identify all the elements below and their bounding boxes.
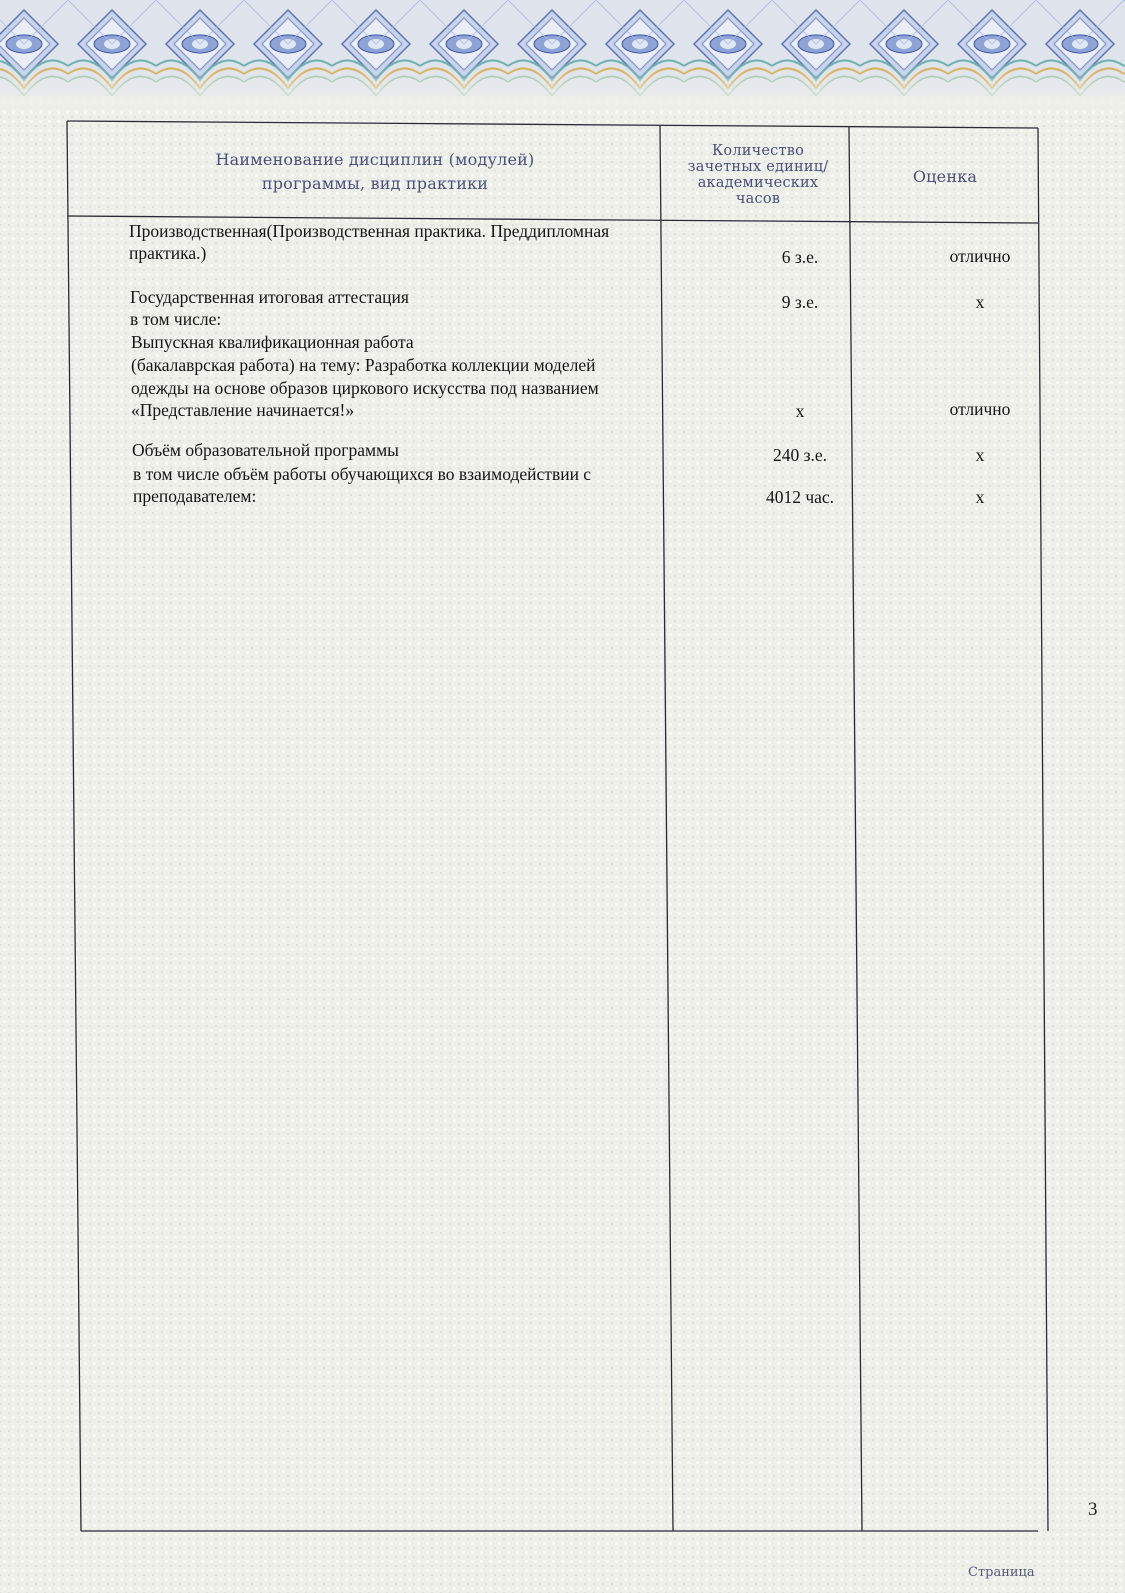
row-3-credits: x [795, 401, 805, 421]
row-5-name-line-1: в том числе объём работы обучающихся во взаимодействии с [133, 464, 592, 484]
row-3-name-line-2: (бакалаврская работа) на тему: Разработка коллекции моделей [131, 355, 596, 375]
header-credits-line-1: Количество [711, 143, 805, 159]
row-5-name-line-2: преподавателем: [133, 486, 257, 506]
row-5-credits: 4012 час. [765, 487, 835, 507]
page-number: 3 [1088, 1499, 1098, 1520]
header-name-line-2: программы, вид практики [261, 174, 489, 193]
row-4-grade: x [975, 445, 985, 465]
row-2-name-line-1: Государственная итоговая аттестация [130, 287, 409, 307]
row-3-grade: отлично [949, 399, 1011, 419]
row-2-name-line-2: в том числе: [130, 309, 222, 329]
row-3-name-line-1: Выпускная квалификационная работа [131, 332, 414, 352]
table-top-border [67, 121, 1038, 128]
row-2-grade: x [975, 292, 985, 312]
header-credits-line-3: академических [697, 175, 819, 191]
page-label: Страница [968, 1565, 1035, 1580]
row-1-grade: отлично [949, 246, 1011, 266]
row-3-name-line-4: «Представление начинается!» [131, 400, 355, 420]
table-right-border [1038, 128, 1048, 1531]
header-name-line-1: Наименование дисциплин (модулей) [215, 150, 535, 169]
table-left-border [67, 121, 81, 1531]
header-name [140, 150, 610, 194]
row-5-grade: x [975, 487, 985, 507]
header-credits-line-4: часов [735, 191, 781, 207]
row-1-credits: 6 з.е. [781, 247, 819, 267]
header-credits-line-2: зачетных единиц/ [687, 159, 829, 175]
header-credits [668, 143, 848, 207]
column-divider-1 [660, 126, 673, 1531]
header-grade: Оценка [912, 167, 978, 186]
row-1-name-line-2: практика.) [129, 243, 207, 263]
row-3-name-line-3: одежды на основе образов циркового искусства под названием [131, 378, 599, 398]
row-1-name-line-1: Производственная(Производственная практика. Преддипломная [129, 221, 610, 241]
row-4-credits: 240 з.е. [772, 445, 828, 465]
row-2-credits: 9 з.е. [781, 292, 819, 312]
column-divider-2 [849, 127, 862, 1531]
row-4-name-line-1: Объём образовательной программы [132, 440, 399, 460]
